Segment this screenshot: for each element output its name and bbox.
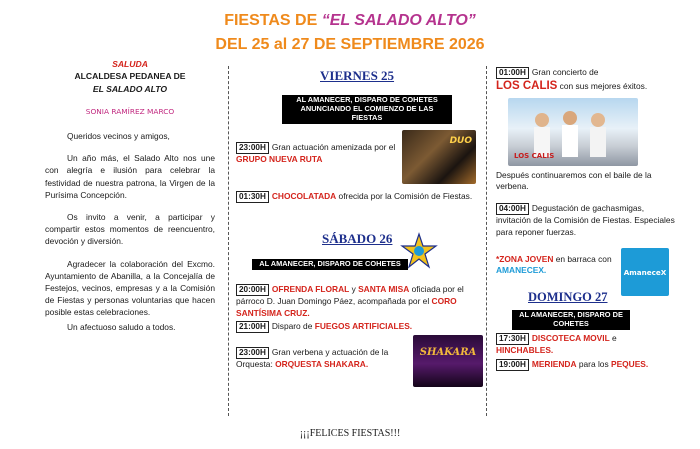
viernes-event-2: 01:30H CHOCOLATADA ofrecida por la Comisión de Fiestas. <box>236 191 476 203</box>
nueva-ruta-photo <box>402 130 476 184</box>
shakara-logo: SHAKARA <box>419 347 477 358</box>
domingo-band: AL AMANECER, DISPARO DE COHETES <box>512 310 630 330</box>
event-time: 23:00H <box>236 142 269 154</box>
felices-fiestas-footer: ¡¡¡FELICES FIESTAS!!! <box>299 428 401 439</box>
saluda-place: EL SALADO ALTO <box>92 83 168 94</box>
right-event-2: 04:00H Degustación de gachasmigas, invitación de la Comisión de Fiestas. Especiales para reponer fuerzas. <box>496 203 675 237</box>
zona-joven: *ZONA JOVEN en barraca con AMANECEX. <box>496 254 612 276</box>
saluda-role: ALCALDESA PEDANEA DE <box>74 71 186 82</box>
nueva-ruta-logo: DUO <box>449 136 472 146</box>
viernes-event-1: 23:00H Gran actuación amenizada por el GRUPO NUEVA RUTA <box>236 142 396 165</box>
los-calis-title: LOS CALIS <box>496 80 558 93</box>
domingo-event-1: 17:30H DISCOTECA MOVIL e HINCHABLES. <box>496 333 617 356</box>
day-title-sabado: SÁBADO 26 <box>322 231 393 246</box>
page-title <box>0 12 700 30</box>
event-time: 01:00H <box>496 67 529 79</box>
column-divider-left <box>228 66 229 416</box>
event-time: 20:00H <box>236 284 269 296</box>
event-time: 21:00H <box>236 321 269 333</box>
saluda-greeting: Queridos vecinos y amigos, <box>67 131 170 142</box>
column-divider-right <box>486 66 487 416</box>
los-calis-logo: LOS CALIS <box>514 152 555 160</box>
event-time: 23:00H <box>236 347 269 359</box>
event-time: 17:30H <box>496 333 529 345</box>
saluda-heading: SALUDA <box>112 59 148 69</box>
title-quoted: “EL SALADO ALTO” <box>321 12 476 29</box>
event-time: 01:30H <box>236 191 269 203</box>
saluda-signatory: SONIA RAMÍREZ MARCO <box>85 107 175 117</box>
saluda-paragraph-3: Agradecer la colaboración del Excmo. Ayuntamiento de Abanilla, a la Concejalía de Festejos, vecinos, empresas y a la Comisión de Fiestas y personas voluntarias que hacen posible estas celebraciones. <box>45 258 215 318</box>
sabado-band: AL AMANECER, DISPARO DE COHETES <box>252 259 408 270</box>
saluda-paragraph-2: Os invito a venir, a participar y compartir estos momentos de reencuentro, devoción y diversión. <box>45 212 215 247</box>
los-calis-photo <box>508 98 638 166</box>
day-title-viernes: VIERNES 25 <box>320 68 395 83</box>
viernes-band: AL AMANECER, DISPARO DE COHETES ANUNCIANDO EL COMIENZO DE LAS FIESTAS <box>282 95 452 124</box>
sabado-event-1: 20:00H OFRENDA FLORAL y SANTA MISA oficiada por el párroco D. Juan Domingo Páez, acompañada por el CORO SANTÍSIMA CRUZ. <box>236 284 464 318</box>
sabado-event-3: 23:00H Gran verbena y actuación de la Orquesta: ORQUESTA SHAKARA. <box>236 347 389 370</box>
saluda-paragraph-1: Un año más, el Salado Alto nos une con alegría e ilusión para celebrar la festividad de nuestra patrona, la Virgen de la Purísima Concepción. <box>45 153 215 200</box>
page-subtitle: DEL 25 al 27 DE SEPTIEMBRE 2026 <box>215 36 485 53</box>
shakara-photo <box>413 335 483 387</box>
event-highlight: GRUPO NUEVA RUTA <box>236 154 323 165</box>
event-time: 19:00H <box>496 359 529 371</box>
day-title-domingo: DOMINGO 27 <box>528 290 608 304</box>
domingo-event-2: 19:00H MERIENDA para los PEQUES. <box>496 359 676 371</box>
title-prefix: FIESTAS DE <box>224 12 322 29</box>
right-event-1: 01:00H Gran concierto de LOS CALIS con sus mejores éxitos. <box>496 67 648 93</box>
sabado-event-2: 21:00H Disparo de FUEGOS ARTIFICIALES. <box>236 321 482 333</box>
saluda-farewell: Un afectuoso saludo a todos. <box>67 321 176 332</box>
event-time: 04:00H <box>496 203 529 215</box>
right-after-text: Después continuaremos con el baile de la verbena. <box>496 170 652 192</box>
saluda-section <box>45 58 215 333</box>
amanecex-logo: AmaneceX <box>621 248 669 296</box>
